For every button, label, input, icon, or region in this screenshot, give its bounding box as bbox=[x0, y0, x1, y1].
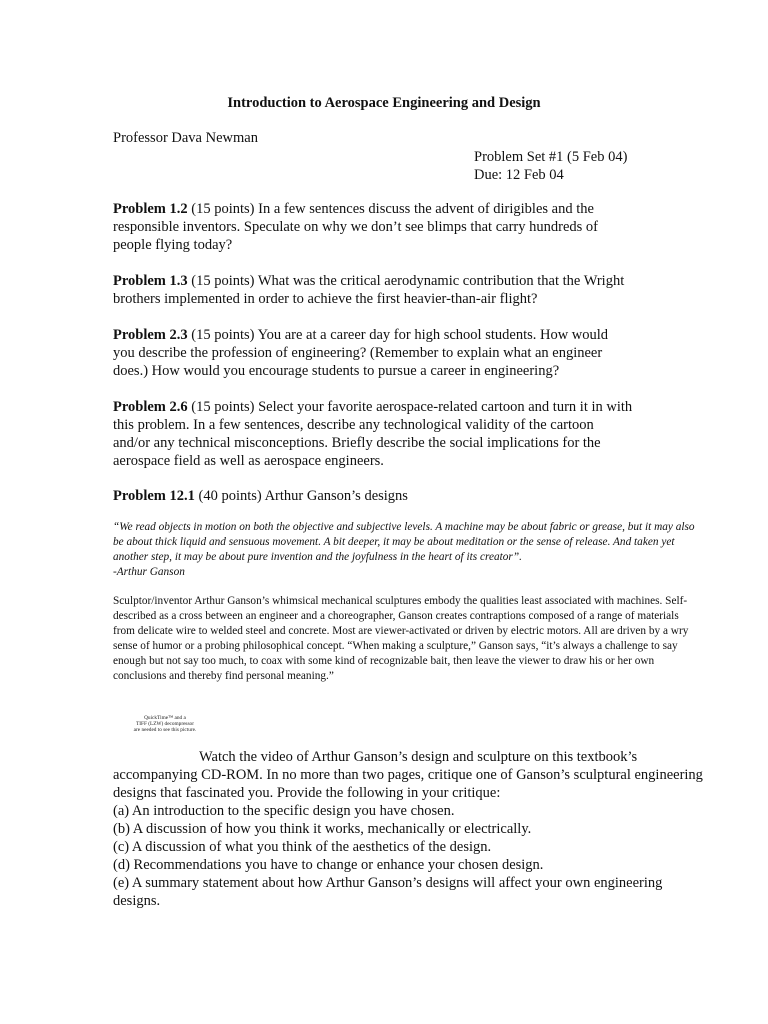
due-date: Due: 12 Feb 04 bbox=[474, 167, 564, 183]
problem-label: Problem 2.3 bbox=[113, 327, 188, 343]
problem-2-3 bbox=[113, 326, 633, 380]
problem-12-1 bbox=[113, 487, 633, 505]
instruction-item: (e) A summary statement about how Arthur Ganson’s designs will affect your own engineering designs. bbox=[113, 875, 663, 909]
instruction-item: (a) An introduction to the specific design you have chosen. bbox=[113, 803, 455, 819]
problem-set-label: Problem Set #1 (5 Feb 04) bbox=[474, 149, 628, 165]
quote-text: “We read objects in motion on both the objective and subjective levels. A machine may be about fabric or grease, but it may also be about thick liquid and sensuous movement. A bit deeper, it may be about meditation or the sense of release. And taken yet another step, it may be about pure invention and the joyfulness in the heart of its creator”. bbox=[113, 521, 695, 563]
problem-label: Problem 1.2 bbox=[113, 201, 188, 217]
problem-text: (15 points) Select your favorite aerospace-related cartoon and turn it in with this problem. In a few sentences, describe any technological validity of the cartoon and/or any technical misconceptions. Briefly describe the social implications for the aerospace field as well as aerospace engineers. bbox=[113, 399, 633, 469]
instruction-item: (d) Recommendations you have to change or enhance your chosen design. bbox=[113, 857, 544, 873]
problem-1-3 bbox=[113, 272, 633, 308]
critique-instructions bbox=[113, 748, 713, 910]
problem-label: Problem 1.3 bbox=[113, 273, 188, 289]
problem-text: (15 points) What was the critical aerodynamic contribution that the Wright brothers implemented in order to achieve the first heavier-than-air flight? bbox=[113, 273, 625, 307]
ganson-bio: Sculptor/inventor Arthur Ganson’s whimsical mechanical sculptures embody the qualities least associated with machines. Self-described as a cross between an engineer and a choreographer, Ganson creates contraptions composed of a range of materials from delicate wire to welded steel and concrete. Most are viewer-activated or driven by electric motors. All are driven by a wry sense of humor or a probing philosophical concept. “When making a sculpture,” Ganson says, “it’s always a challenge to say enough but not say too much, to coax with some kind of recognizable bait, then leave the viewer to draw his or her own conclusions and thereby find personal meaning.” bbox=[113, 595, 689, 682]
ganson-quote bbox=[113, 520, 698, 580]
problem-1-2 bbox=[113, 200, 633, 254]
placeholder-line: TIFF (LZW) decompressor bbox=[136, 721, 194, 727]
problem-label: Problem 12.1 bbox=[113, 488, 195, 504]
instruction-item: (c) A discussion of what you think of the aesthetics of the design. bbox=[113, 839, 492, 855]
instruction-item: (b) A discussion of how you think it works, mechanically or electrically. bbox=[113, 821, 532, 837]
problem-set-info bbox=[474, 148, 627, 184]
professor-name: Professor Dava Newman bbox=[113, 130, 258, 146]
problem-text: (15 points) In a few sentences discuss the advent of dirigibles and the responsible inventors. Speculate on why we don’t see blimps that carry hundreds of people flying today? bbox=[113, 201, 598, 253]
problem-label: Problem 2.6 bbox=[113, 399, 188, 415]
problem-2-6 bbox=[113, 398, 633, 470]
document-title: Introduction to Aerospace Engineering and Design bbox=[227, 95, 541, 111]
missing-image-placeholder bbox=[110, 715, 220, 733]
quote-attribution: -Arthur Ganson bbox=[113, 566, 185, 578]
problem-text: (15 points) You are at a career day for high school students. How would you describe the profession of engineering? (Remember to explain what an engineer does.) How would you encourage students to pursue a career in engineering? bbox=[113, 327, 609, 379]
placeholder-line: are needed to see this picture. bbox=[133, 727, 197, 733]
placeholder-line: QuickTime™ and a bbox=[144, 715, 186, 721]
problem-text: (40 points) Arthur Ganson’s designs bbox=[194, 488, 408, 504]
instructions-intro: Watch the video of Arthur Ganson’s design and sculpture on this textbook’s accompanying CD-ROM. In no more than two pages, critique one of Ganson’s sculptural engineering designs that fascinated you. Provide the following in your critique: bbox=[113, 749, 703, 801]
